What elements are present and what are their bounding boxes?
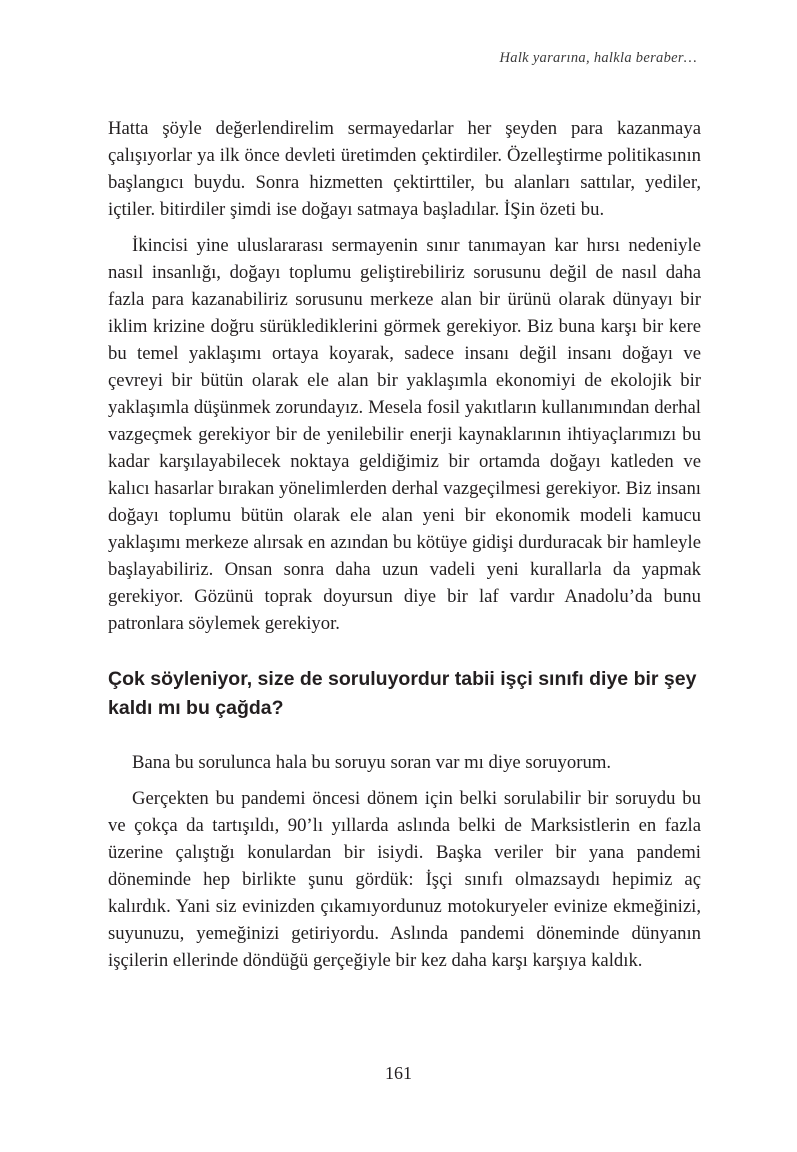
running-header: Halk yararına, halkla beraber… <box>499 50 697 66</box>
paragraph: Gerçekten bu pandemi öncesi dönem için belki sorulabilir bir soruydu bu ve çokça da tartışıldı, 90’lı yıllarda aslında belki de Marksistlerin en fazla üzerine çalıştığı konulardan bir isiydi. Başka veriler bir yana pandemi döneminde hep birlikte şunu gördük: İşçi sınıfı olmazsaydı hepimiz aç kalırdık. Yani siz evinizden çıkamıyordunuz motokuryeler evinize ekmeğinizi, suyunuzu, yemeğinizi getiriyordu. Aslında pandemi döneminde dünyanın işçilerin ellerinde döndüğü gerçeğiyle bir kez daha karşı karşıya kaldık. <box>108 788 701 971</box>
body-text <box>108 115 701 974</box>
page-number: 161 <box>385 1063 412 1083</box>
section-heading: Çok söyleniyor, size de soruluyordur tabii işçi sınıfı diye bir şey kaldı mı bu çağda? <box>108 668 697 719</box>
paragraph: Bana bu sorulunca hala bu soruyu soran var mı diye soruyorum. <box>132 752 612 773</box>
paragraph: İkincisi yine uluslararası sermayenin sınır tanımayan kar hırsı nedeniyle nasıl insanlığı, doğayı toplumu geliştirebiliriz sorusunu değil de nasıl daha fazla para kazanabiliriz sorusunu merkeze alan bir ürünü olarak dünyayı bir iklim krizine doğru sürüklediklerini görmek gerekiyor. Biz buna karşı bir kere bu temel yaklaşımı ortaya koyarak, sadece insanı değil insanı doğayı ve çevreyi bir bütün olarak ele alan bir yaklaşımla ekonomiyi de ekolojik bir yaklaşımla düşünmek zorundayız. Mesela fosil yakıtların kullanımından derhal vazgeçmek gerekiyor bir de yenilebilir enerji kaynaklarının ihtiyaçlarımızı bu kadar karşılayabilecek noktaya geldiğimiz bir ortamda doğayı katleden ve kalıcı hasarlar bırakan yönelimlerden derhal vazgeçilmesi gerekiyor. Biz insanı doğayı toplumu bütün olarak ele alan yeni bir ekonomik modeli kamucu yaklaşımı merkeze alırsak en azından bu kötüye gidişi durduracak bir hamleyle başlayabiliriz. Onsan sonra daha uzun vadeli yeni kurallarla da yapmak gerekiyor. Gözünü toprak doyursun diye bir laf vardır Anadolu’da bunu patronlara söylemek gerekiyor. <box>108 235 701 634</box>
paragraph: Hatta şöyle değerlendirelim sermayedarlar her şeyden para kazanmaya çalışıyorlar ya ilk önce devleti üretimden çektirdiler. Özelleştirme politikasının başlangıcı buydu. Sonra hizmetten çektirttiler, bu alanları sattılar, yediler, içtiler. bitirdiler şimdi ise doğayı satmaya başladılar. İŞin özeti bu. <box>108 118 701 220</box>
